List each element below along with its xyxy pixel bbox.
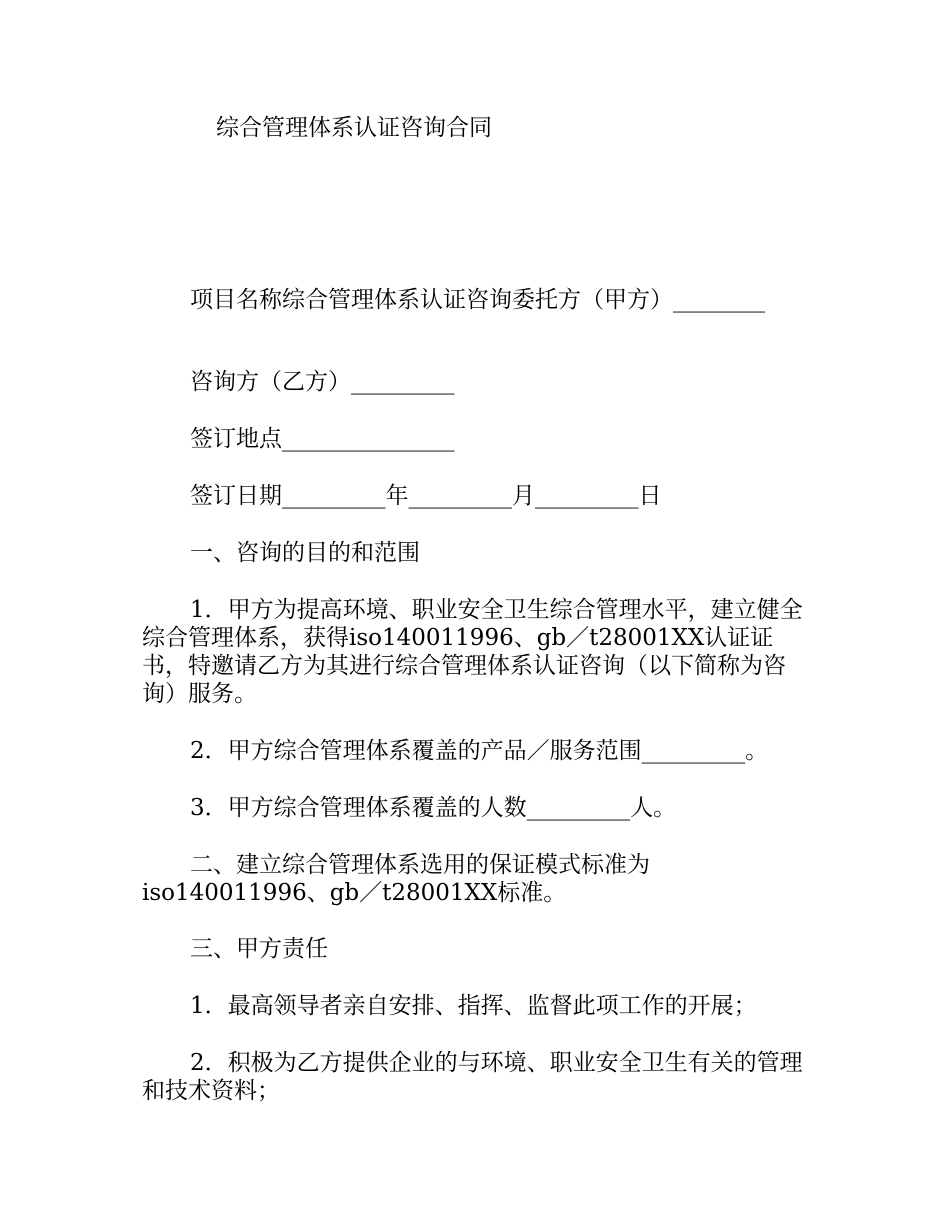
paragraph-clause-1-1: 1．甲方为提高环境、职业安全卫生综合管理水平，建立健全综合管理体系，获得iso140011996、gb／t28001XX认证证书，特邀请乙方为其进行综合管理体系认证咨询（以下简称为咨询）服务。 <box>142 597 803 707</box>
paragraph-signing-date: 签订日期_________年_________月_________日 <box>190 483 662 509</box>
document-title: 综合管理体系认证咨询合同 <box>216 115 492 141</box>
paragraph-clause-3-2: 2．积极为乙方提供企业的与环境、职业安全卫生有关的管理和技术资料； <box>142 1050 803 1104</box>
section-heading-purpose-scope: 一、咨询的目的和范围 <box>190 540 420 566</box>
paragraph-consultant-party: 咨询方（乙方）_________ <box>190 369 455 395</box>
paragraph-signing-place: 签订地点_______________ <box>190 426 455 452</box>
paragraph-clause-1-3: 3．甲方综合管理体系覆盖的人数_________人。 <box>190 795 677 821</box>
paragraph-clause-3-1: 1．最高领导者亲自安排、指挥、监督此项工作的开展； <box>190 993 757 1019</box>
section-heading-standard: 二、建立综合管理体系选用的保证模式标准为iso140011996、gb／t28001XX标准。 <box>142 852 650 906</box>
section-heading-party-a-responsibility: 三、甲方责任 <box>190 936 328 962</box>
paragraph-clause-1-2: 2．甲方综合管理体系覆盖的产品／服务范围_________。 <box>190 738 769 764</box>
paragraph-project-name: 项目名称综合管理体系认证咨询委托方（甲方）________ <box>190 287 765 313</box>
